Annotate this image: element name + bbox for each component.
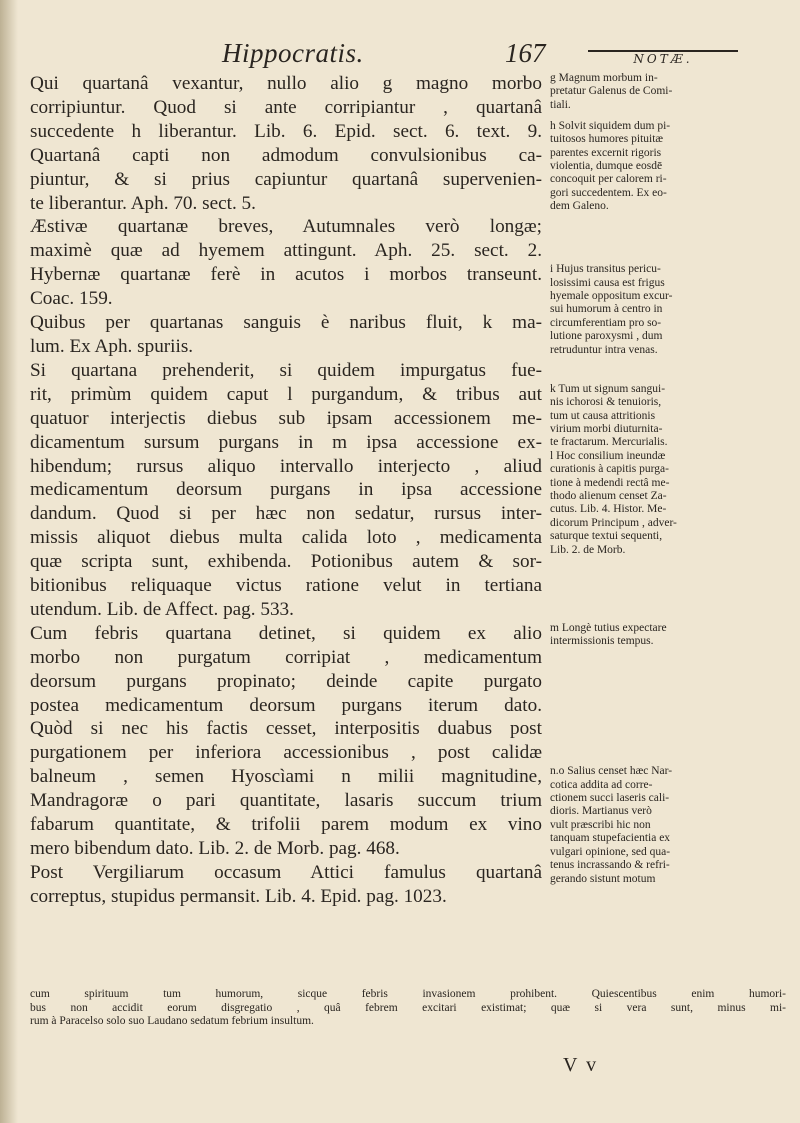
marginal-note-line: dioris. Martianus verò bbox=[550, 805, 652, 818]
marginal-note-line: ctionem succi laseris cali- bbox=[550, 792, 670, 805]
main-text-line: lum. Ex Aph. spuriis. bbox=[30, 335, 194, 357]
bottom-note-continuation bbox=[30, 988, 786, 1029]
main-text-line: postea medicamentum deorsum purgans iterum dato. bbox=[30, 694, 542, 716]
main-text-line: Qui quartanâ vexantur, nullo alio g magno morbo bbox=[30, 73, 542, 94]
marginal-note-line: Lib. 2. de Morb. bbox=[550, 543, 626, 556]
marginal-note-line: thodo alienum censet Za- bbox=[550, 490, 667, 503]
marginal-note-line: h Solvit siquidem dum pi- bbox=[550, 119, 671, 132]
marginal-note bbox=[550, 263, 786, 357]
running-title: Hippocratis. bbox=[222, 38, 364, 68]
main-text-line: Hybernæ quartanæ ferè in acutos i morbos transeunt. bbox=[30, 264, 542, 286]
marginal-note-line: parentes excernit rigoris bbox=[550, 146, 662, 159]
marginal-note-line: m Longè tutius expectare bbox=[550, 621, 667, 634]
marginal-note-line: gori succedentem. Ex eo- bbox=[550, 186, 667, 199]
marginal-note-line: violentia, dumque eosdē bbox=[550, 160, 663, 173]
main-text-line: deorsum purgans propinato; deinde capite purgato bbox=[30, 670, 542, 692]
main-text-line: Mandragoræ o pari quantitate, lasaris succum trium bbox=[30, 790, 542, 812]
marginal-note-line: tanquam stupefacientia ex bbox=[550, 832, 671, 845]
main-text-line: bitionibus reliquaque victus ratione velut in tertiana bbox=[30, 575, 542, 597]
marginal-note-line: circumferentiam pro so- bbox=[550, 316, 662, 329]
marginal-note-line: dicorum Principum , adver- bbox=[550, 516, 677, 529]
main-text-line: missis aliquot diebus multa calida loto , medicamenta bbox=[30, 527, 542, 549]
bottom-note-line: rum à Paracelso solo suo Laudano sedatum febrium insultum. bbox=[30, 1015, 314, 1028]
marginal-note-line: i Hujus transitus pericu- bbox=[550, 263, 661, 276]
page-gutter-shadow bbox=[0, 0, 18, 1123]
main-text-line: Cum febris quartana detinet, si quidem ex alio bbox=[30, 622, 542, 644]
marginal-note-line: retruduntur intra venas. bbox=[550, 343, 658, 356]
main-text-line: Coac. 159. bbox=[30, 288, 113, 310]
main-text-line: Post Vergiliarum occasum Attici famulus quartanâ bbox=[30, 861, 542, 883]
main-text-line: piuntur, & si prius capiuntur quartanâ supervenien- bbox=[30, 168, 542, 190]
main-text-line: Si quartana prehenderit, si quidem impurgatus fue- bbox=[30, 359, 542, 381]
main-text-line: fabarum quantitate, & trifolii parem modum ex vino bbox=[30, 814, 542, 836]
main-text-line: Quòd si nec his factis cesset, interpositis duabus post bbox=[30, 718, 542, 740]
marginal-note-line: cotica addita ad corre- bbox=[550, 778, 653, 791]
marginal-note-line: nis ichorosi & tenuioris, bbox=[550, 396, 662, 409]
main-text-line: succedente h liberantur. Lib. 6. Epid. sect. 6. text. 9. bbox=[30, 120, 542, 142]
main-text-line: utendum. Lib. de Affect. pag. 533. bbox=[30, 598, 294, 620]
marginal-note-line: k Tum ut signum sangui- bbox=[550, 382, 666, 395]
marginal-note-line: sui humorum à centro in bbox=[550, 303, 663, 316]
main-text-line: Quibus per quartanas sanguis è naribus fluit, k ma- bbox=[30, 312, 542, 334]
main-text-line: correptus, stupidus permansit. Lib. 4. Epid. pag. 1023. bbox=[30, 885, 447, 907]
main-text-line: rit, primùm quidem caput l purgandum, & tribus aut bbox=[30, 383, 542, 405]
marginal-note-line: dem Galeno. bbox=[550, 200, 609, 213]
marginal-note-line: virium morbi diuturnita- bbox=[550, 423, 663, 435]
main-text-line: quatuor interjectis diebus sub ipsam accessionem me- bbox=[30, 407, 542, 429]
marginal-note-line: l Hoc consilium ineundæ bbox=[550, 449, 666, 462]
marginal-note-line: intermissionis tempus. bbox=[550, 635, 654, 648]
page-number: 167 bbox=[505, 38, 546, 68]
marginal-note-line: te fractarum. Mercurialis. bbox=[550, 436, 668, 449]
main-text-line: dandum. Quod si per hæc non sedatur, rursus inter- bbox=[30, 503, 542, 525]
marginal-note bbox=[550, 765, 786, 886]
marginal-note-line: tiali. bbox=[550, 98, 571, 111]
main-text-line: Æstivæ quartanæ breves, Autumnales verò longæ; bbox=[30, 216, 542, 238]
marginal-note bbox=[550, 383, 786, 557]
main-text-line: medicamentum deorsum purgans in ipsa accessione bbox=[30, 479, 542, 501]
marginal-note-line: pretatur Galenus de Comi- bbox=[550, 85, 673, 98]
catchword: V v bbox=[563, 1054, 599, 1076]
bottom-note-line: bus non accidit eorum disgregatio , quâ febrem excitari existimat; quæ si vera sunt, minus mi- bbox=[30, 1001, 786, 1014]
marginal-note-line: gerando sistunt motum bbox=[550, 872, 656, 885]
main-text-line: purgationem per inferiora accessionibus , post calidæ bbox=[30, 742, 542, 764]
bottom-note-line: cum spirituum tum humorum, sicque febris invasionem prohibent. Quiescentibus enim humori- bbox=[30, 988, 786, 1000]
marginal-note-line: lutione paroxysmi , dum bbox=[550, 330, 663, 343]
marginal-note-line: hyemale oppositum excur- bbox=[550, 290, 673, 303]
marginal-note-line: concoquit per calorem ri- bbox=[550, 173, 667, 186]
main-text-line: quæ scripta sunt, exhibenda. Potionibus autem & sor- bbox=[30, 551, 542, 573]
running-header bbox=[0, 38, 800, 72]
main-text-line: mero bibendum dato. Lib. 2. de Morb. pag. 468. bbox=[30, 838, 400, 859]
marginal-note-line: tione à medendi rectâ me- bbox=[550, 476, 670, 489]
marginal-note-line: losissimi causa est frigus bbox=[550, 276, 665, 289]
marginal-notes-column bbox=[550, 72, 786, 886]
main-text-line: dicamentum sursum purgans in m ipsa accessione ex- bbox=[30, 431, 542, 453]
marginal-note-line: tum ut causa attritionis bbox=[550, 409, 656, 422]
marginal-note-line: saturque textui sequenti, bbox=[550, 530, 663, 543]
marginal-note-line: vulgari opinione, sed qua- bbox=[550, 845, 671, 858]
main-text-line: maximè quæ ad hyemem attingunt. Aph. 25. sect. 2. bbox=[30, 240, 542, 262]
marginal-note bbox=[550, 622, 786, 649]
main-text-line: Quartanâ capti non admodum convulsionibus ca- bbox=[30, 144, 542, 166]
marginal-note bbox=[550, 72, 786, 112]
marginal-note-line: g Magnum morbum in- bbox=[550, 72, 658, 84]
main-text-line: morbo non purgatum corripiat , medicamentum bbox=[30, 646, 542, 668]
notes-heading: NOTÆ. bbox=[588, 50, 738, 66]
main-text-line: te liberantur. Aph. 70. sect. 5. bbox=[30, 192, 256, 214]
marginal-note-line: vult præscribi hic non bbox=[550, 818, 651, 831]
marginal-note-line: curationis à capitis purga- bbox=[550, 463, 669, 476]
main-text-line: balneum , semen Hyoscìami n milii magnitudine, bbox=[30, 766, 542, 788]
marginal-note-line: n.o Salius censet hæc Nar- bbox=[550, 765, 673, 778]
main-text-line: corripiuntur. Quod si ante corripiantur , quartanâ bbox=[30, 96, 542, 118]
main-text-line: hibendum; rursus aliquo intervallo interjecto , aliud bbox=[30, 455, 542, 477]
main-text-column bbox=[30, 72, 542, 909]
marginal-note-line: tuitosos humores pituitæ bbox=[550, 133, 664, 146]
marginal-note-line: cutus. Lib. 4. Histor. Me- bbox=[550, 503, 667, 516]
marginal-note bbox=[550, 120, 786, 214]
marginal-note-line: tenus incrassando & refri- bbox=[550, 859, 670, 872]
